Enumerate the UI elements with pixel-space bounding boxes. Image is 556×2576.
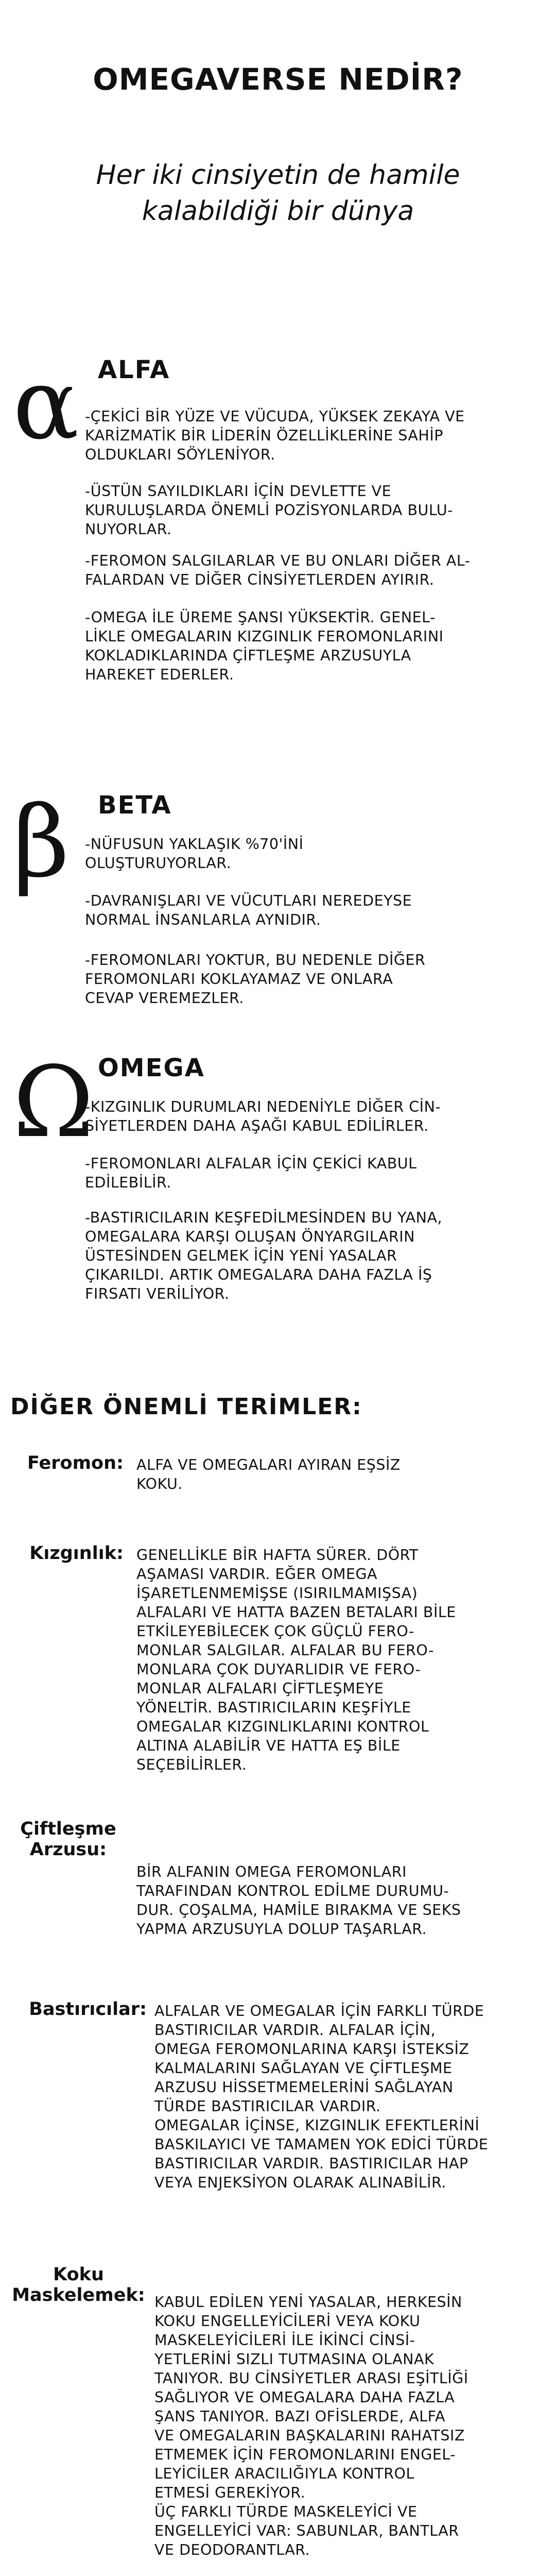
term-feromon-label: Feromon:: [27, 1453, 124, 1473]
beta-paragraph-2: -DAVRANIŞLARI VE VÜCUTLARI NEREDEYSE NORMAL İNSANLARLA AYNIDIR.: [85, 892, 412, 928]
term-ciftlesme-definition: BİR ALFANIN OMEGA FEROMONLARI TARAFINDAN KONTROL EDİLME DURUMU- DUR. ÇOŞALMA, HAMİLE BIRAKMA VE SEKS YAPMA ARZUSUYLA DOLUP TAŞARLAR.: [136, 1863, 461, 1938]
subtitle-line-2: kalabildiği bir dünya: [142, 196, 414, 227]
beta-heading: BETA: [98, 791, 172, 820]
alfa-paragraph-1: -ÇEKİCİ BİR YÜZE VE VÜCUDA, YÜKSEK ZEKAYA VE KARİZMATİK BİR LİDERİN ÖZELLİKLERİNE SAHİP OLDUKLARI SÖYLENİYOR.: [85, 408, 465, 463]
term-feromon-definition: ALFA VE OMEGALARI AYIRAN EŞSİZ KOKU.: [136, 1456, 401, 1493]
beta-paragraph-3: -FEROMONLARI YOKTUR, BU NEDENLE DİĞER FEROMONLARI KOKLAYAMAZ VE ONLARA CEVAP VEREMEZLER.: [85, 952, 426, 1007]
term-bastirici-definition: ALFALAR VE OMEGALAR İÇİN FARKLI TÜRDE BASTIRICILAR VARDIR. ALFALAR İÇİN, OMEGA FEROMONLARINA KARŞI İSTEKSİZ KALMALARINI SAĞLAYAN VE ÇİFTLEŞME ARZUSU HİSSETMEMELERİNİ SAĞLAYAN TÜRDE BASTIRICILAR VARDIR. OMEGALAR İÇİNSE, KIZGINLIK EFEKTLERİNİ BASKILAYICI VE TAMAMEN YOK EDİCİ TÜRDE BASTIRICILAR VARDIR. BASTIRICILAR HAP VEYA ENJEKSİYON OLARAK ALINABİLİR.: [154, 2003, 489, 2191]
beta-paragraph-1: -NÜFUSUN YAKLAŞIK %70'İNİ OLUŞTURUYORLAR.: [85, 836, 304, 872]
beta-symbol-icon: β: [13, 785, 70, 899]
omega-symbol-icon: Ω: [13, 1045, 94, 1159]
term-bastirici-label: Bastırıcılar:: [29, 1999, 147, 2020]
omega-heading: OMEGA: [98, 1054, 205, 1082]
omega-paragraph-3: -BASTIRICILARIN KEŞFEDİLMESİNDEN BU YANA, OMEGALARA KARŞI OLUŞAN ÖNYARGILARIN ÜSTESİNDEN GELMEK İÇİN YENİ YASALAR ÇIKARILDI. ARTIK OMEGALARA DAHA FAZLA İŞ FIRSATI VERİLİYOR.: [85, 1209, 443, 1302]
omega-paragraph-1: -KIZGINLIK DURUMLARI NEDENİYLE DİĞER CİN- SİYETLERDEN DAHA AŞAĞI KABUL EDİLİRLER.: [85, 1098, 441, 1134]
term-kizginlik-definition: GENELLİKLE BİR HAFTA SÜRER. DÖRT AŞAMASI VARDIR. EĞER OMEGA İŞARETLENMEMİŞSE (ISIRILMAMIŞSA) ALFALARI VE HATTA BAZEN BETALARI BİLE ETKİLEYEBİLECEK ÇOK GÜÇLÜ FERO- MONLAR SALGILAR. ALFALAR BU FERO- MONLARA ÇOK DUYARLIDIR VE FERO- MONLAR ALFALARI ÇİFTLEŞMEYE YÖNELTİR. BASTIRICILARIN KEŞFİYLE OMEGALAR KIZGINLIKLARINI KONTROL ALTINA ALABİLİR VE HATTA EŞ BİLE SEÇEBİLİRLER.: [136, 1547, 456, 1773]
term-koku-definition: KABUL EDİLEN YENİ YASALAR, HERKESİN KOKU ENGELLEYİCİLERİ VEYA KOKU MASKELEYİCİLERİ İLE İKİNCİ CİNSİ- YETLERİNİ SIZLI TUTMASINA OLANAK TANIYOR. BU CİNSİYETLER ARASI EŞİTLİĞİ SAĞLIYOR VE OMEGALARA DAHA FAZLA ŞANS TANIYOR. BAZI OFİSLERDE, ALFA VE OMEGALARIN BAŞKALARINI RAHATSIZ ETMEMEK İÇİN FEROMONLARINI ENGEL- LEYİCİLER ARACILIĞIYLA KONTROL ETMESİ GEREKİYOR. ÜÇ FARKLI TÜRDE MASKELEYİCİ VE ENGELLEYİCİ VAR: SABUNLAR, BANTLAR VE DEODORANTLAR.: [154, 2294, 468, 2558]
alpha-symbol-icon: α: [13, 347, 79, 461]
page-title: OMEGAVERSE NEDİR?: [93, 62, 463, 97]
term-ciftlesme-label: Çiftleşme Arzusu:: [20, 1819, 116, 1860]
terms-heading: DİĞER ÖNEMLİ TERİMLER:: [10, 1394, 362, 1420]
page-subtitle: [0, 157, 556, 229]
omega-paragraph-2: -FEROMONLARI ALFALAR İÇİN ÇEKİCİ KABUL EDİLEBİLİR.: [85, 1155, 417, 1191]
term-koku-label: Koku Maskelemek:: [12, 2264, 145, 2306]
subtitle-line-1: Her iki cinsiyetin de hamile: [96, 160, 460, 191]
alfa-paragraph-2: -ÜSTÜN SAYILDIKLARI İÇİN DEVLETTE VE KURULUŞLARDA ÖNEMLİ POZİSYONLARDA BULU- NUYORLAR.: [85, 483, 453, 538]
alfa-heading: ALFA: [98, 355, 170, 384]
alfa-paragraph-3: -FEROMON SALGILARLAR VE BU ONLARI DİĞER AL- FALARDAN VE DİĞER CİNSİYETLERDEN AYIRIR.: [85, 552, 471, 588]
alfa-paragraph-4: -OMEGA İLE ÜREME ŞANSI YÜKSEKTİR. GENEL- LİKLE OMEGALARIN KIZGINLIK FEROMONLARINI KOKLADIKLARINDA ÇİFTLEŞME ARZUSUYLA HAREKET EDERLER.: [85, 609, 444, 683]
term-kizginlik-label: Kızgınlık:: [29, 1543, 124, 1564]
